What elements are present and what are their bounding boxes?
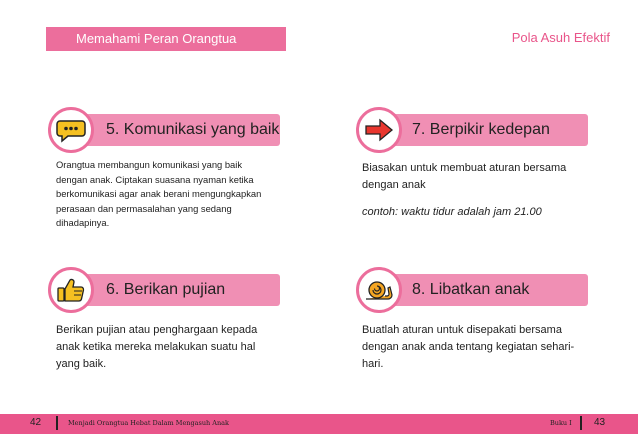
section-8-body <box>362 322 588 373</box>
section-title: Pola Asuh Efektif <box>511 30 610 45</box>
section-6-icon-circle <box>48 267 94 313</box>
left-page-number: 42 <box>30 417 42 428</box>
section-8-heading: 8. Libatkan anak <box>412 281 530 298</box>
section-6-heading-bar <box>80 274 280 306</box>
chapter-title: Memahami Peran Orangtua <box>76 31 237 46</box>
section-7-line: Biasakan untuk membuat aturan bersama <box>362 162 567 174</box>
section-8-line: hari. <box>362 358 384 370</box>
section-5-line: dengan anak. Ciptakan suasana nyaman ketika <box>56 173 254 185</box>
section-8-line: dengan anak anda tentang kegiatan sehari- <box>362 341 575 353</box>
section-8-icon-circle <box>356 267 402 313</box>
section-5-line: perasaan dan permasalahan yang sedang <box>56 202 232 214</box>
section-5-icon-circle <box>48 107 94 153</box>
section-8-heading-bar <box>388 274 588 306</box>
section-5-line: dihadapinya. <box>56 217 110 228</box>
section-6-line: Berikan pujian atau penghargaan kepada <box>56 324 258 336</box>
book-label: Buku I <box>550 419 572 427</box>
section-6-line: anak ketika mereka melakukan suatu hal <box>56 341 256 353</box>
section-8-line: Buatlah aturan untuk disepakati bersama <box>362 324 562 336</box>
thumbs-up-icon <box>56 276 86 304</box>
section-6-heading: 6. Berikan pujian <box>106 281 226 298</box>
footer-bar <box>0 414 638 434</box>
section-7-body <box>362 160 588 221</box>
section-7-icon-circle <box>356 107 402 153</box>
section-6-body <box>56 322 284 373</box>
section-6-line: yang baik. <box>56 358 107 370</box>
arrow-right-icon <box>364 118 394 142</box>
section-7-example: contoh: waktu tidur adalah jam 21.00 <box>362 206 542 218</box>
section-7-heading-bar <box>388 114 588 146</box>
section-5-heading: 5. Komunikasi yang baik <box>106 121 280 138</box>
section-5-line: berkomunikasi agar anak berani mengungkapkan <box>56 188 262 199</box>
right-page-number: 43 <box>594 417 606 428</box>
footer-separator-right <box>580 416 582 430</box>
section-5-heading-bar <box>80 114 280 146</box>
speech-bubble-icon <box>56 117 86 143</box>
book-title: Menjadi Orangtua Hebat Dalam Mengasuh Anak <box>68 419 229 427</box>
section-7-line: dengan anak <box>362 179 426 191</box>
section-7-heading: 7. Berpikir kedepan <box>412 121 550 138</box>
footer-separator-left <box>56 416 58 430</box>
chapter-title-banner <box>46 27 286 51</box>
snail-icon <box>364 277 394 303</box>
section-5-line: Orangtua membangun komunikasi yang baik <box>56 159 243 170</box>
section-5-body <box>56 158 284 231</box>
